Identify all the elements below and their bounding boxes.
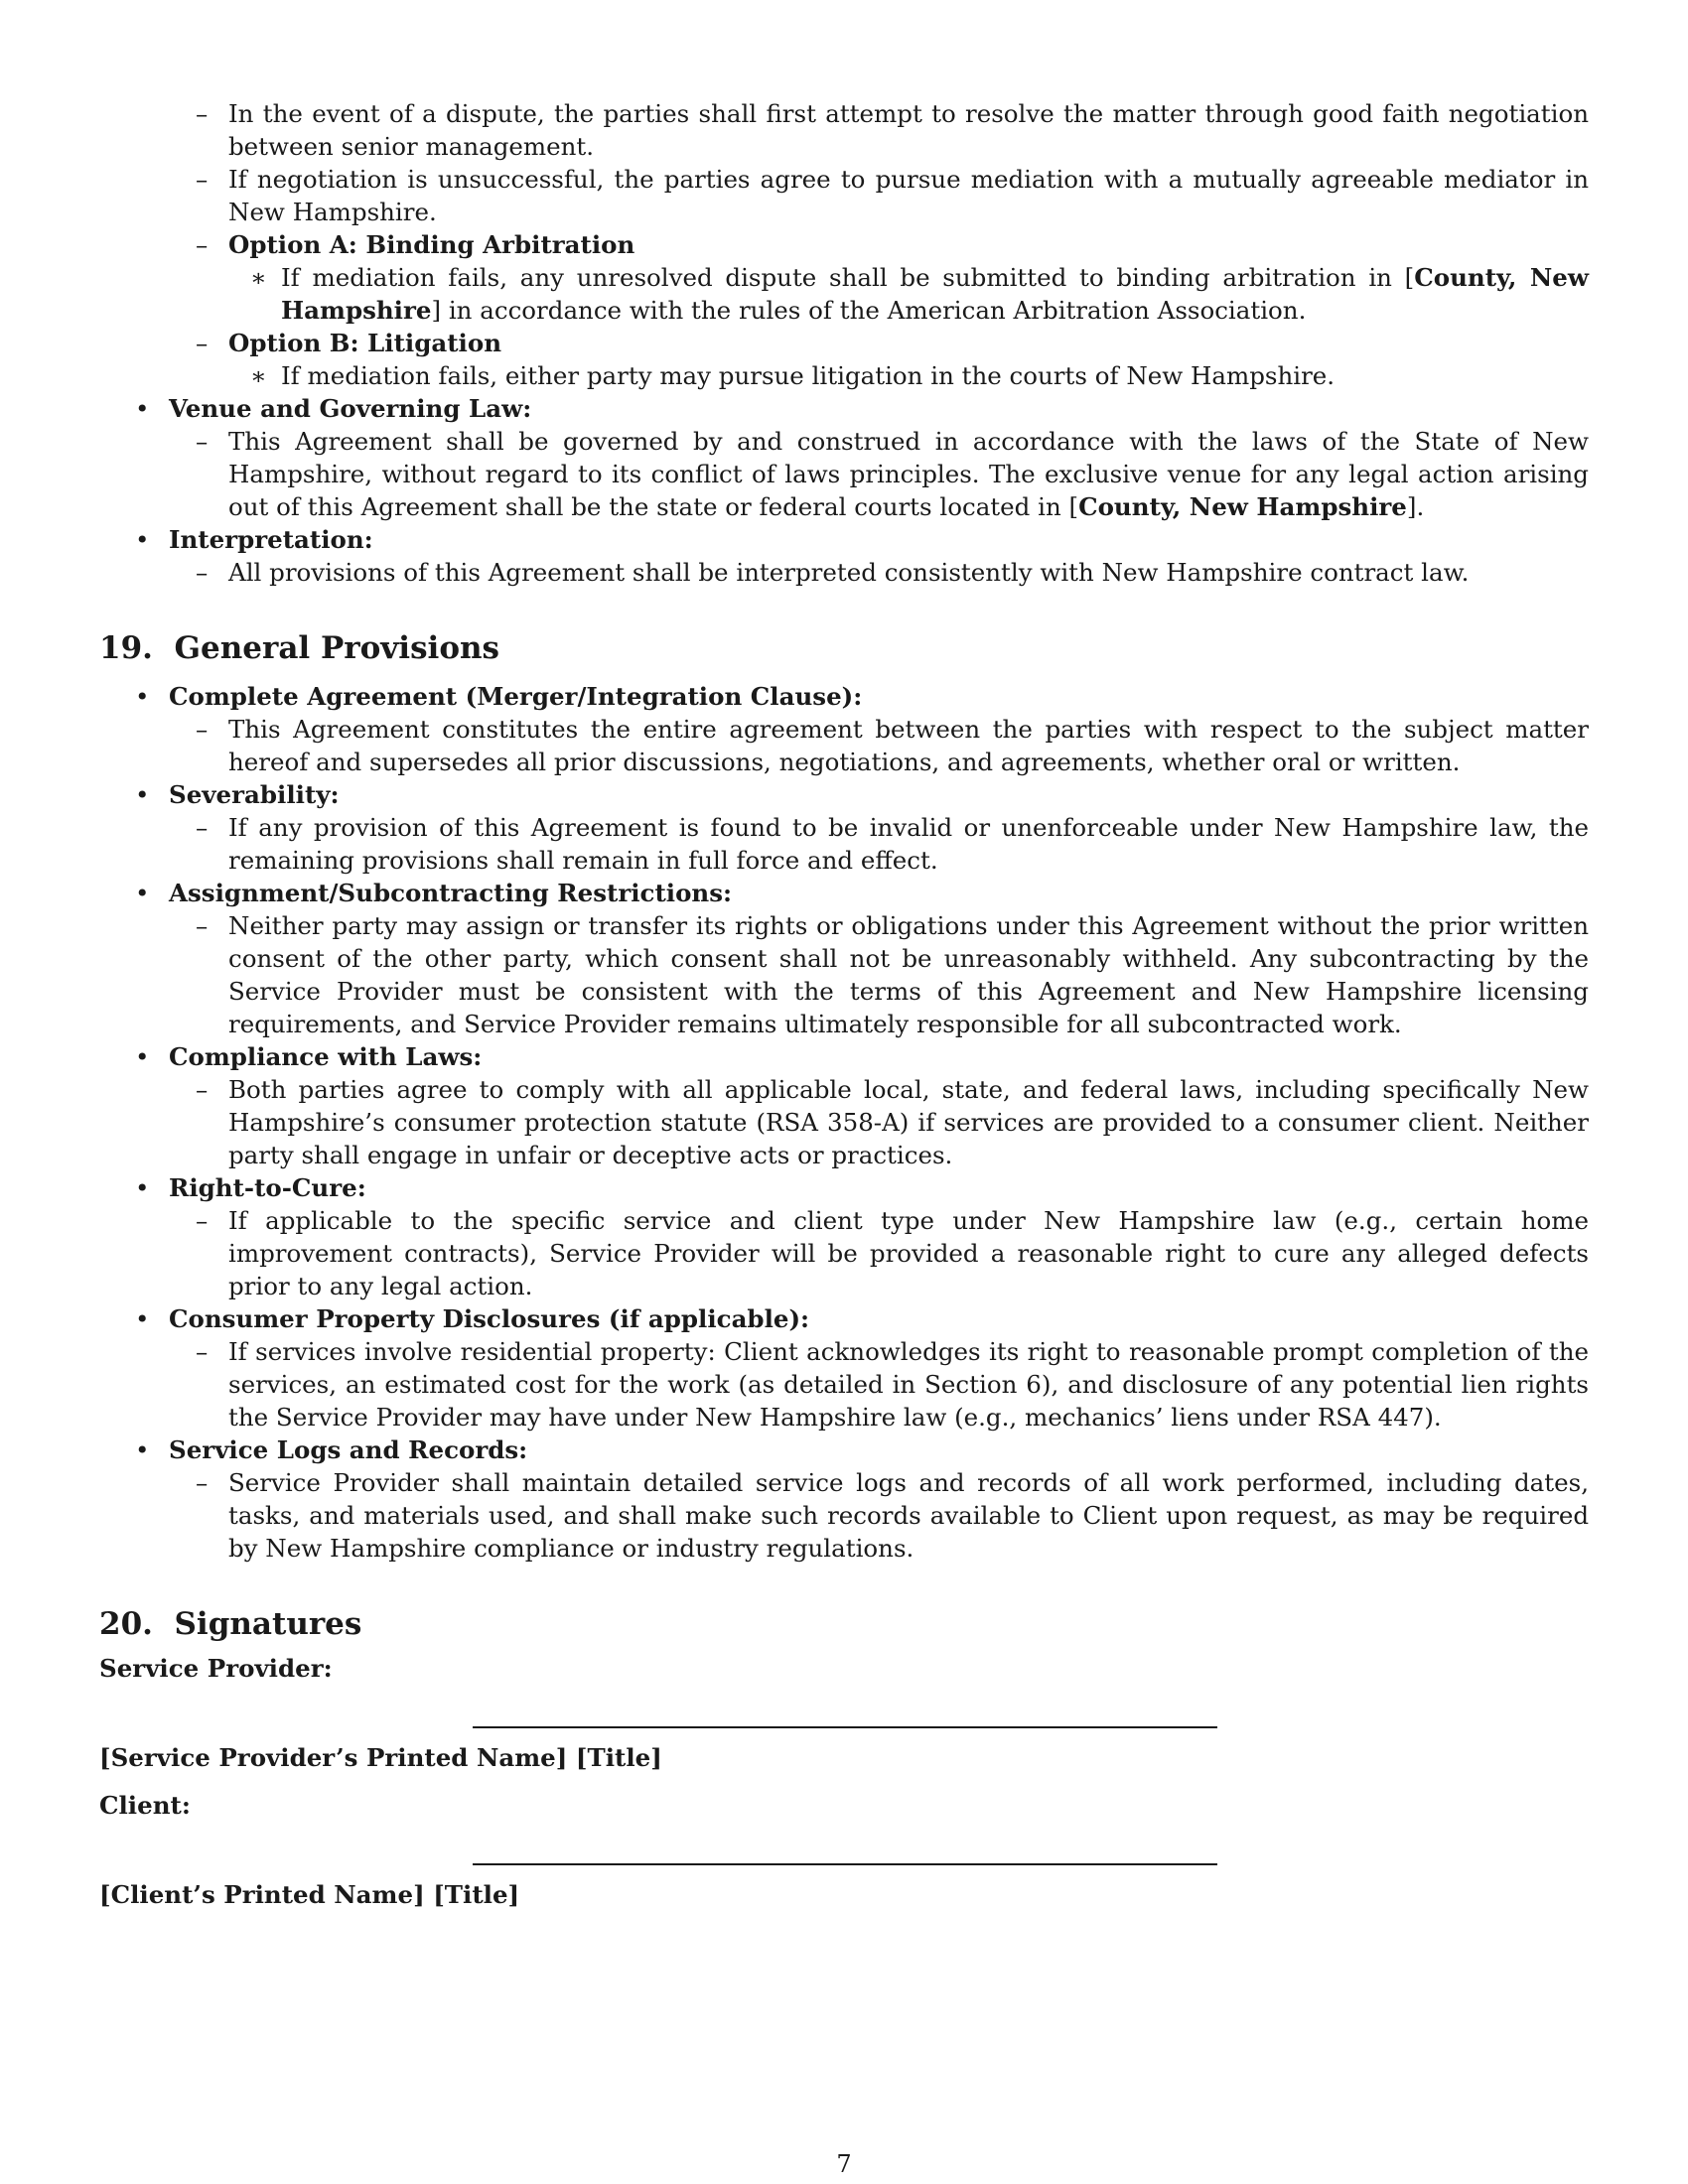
signature-label-provider: Service Provider: xyxy=(99,1654,333,1683)
placeholder-county: County, New Hampshire xyxy=(281,263,1589,325)
signature-line-client xyxy=(473,1863,1217,1865)
list-item xyxy=(99,811,1589,877)
list-item xyxy=(99,556,1589,589)
section-title: Signatures xyxy=(174,1606,362,1642)
section-heading xyxy=(99,1604,1589,1644)
item-title: Severability: xyxy=(169,780,340,809)
dash-marker: – xyxy=(196,1468,209,1497)
section-title: General Provisions xyxy=(174,630,499,666)
list-item xyxy=(99,228,1589,261)
list-item xyxy=(99,713,1589,778)
paragraph: If mediation fails, either party may pursue litigation in the courts of New Hampshire. xyxy=(281,361,1336,390)
page-number: 7 xyxy=(836,2150,852,2178)
section-number: 20. xyxy=(99,1606,153,1642)
bullet-marker: • xyxy=(135,780,150,809)
paragraph: If negotiation is unsuccessful, the parties agree to pursue mediation with a mutually agreeable mediator in New Hampshire. xyxy=(228,165,1589,226)
bullet-marker: • xyxy=(135,879,150,907)
bullet-marker: • xyxy=(135,1435,150,1464)
dash-marker: – xyxy=(196,813,209,842)
list-item xyxy=(99,163,1589,228)
placeholder-county: County, New Hampshire xyxy=(1078,492,1407,521)
item-title: Interpretation: xyxy=(169,525,373,554)
bullet-marker: • xyxy=(135,525,150,554)
list-item xyxy=(99,523,1589,556)
paragraph: In the event of a dispute, the parties shall first attempt to resolve the matter through good faith negotiation between senior management. xyxy=(228,99,1589,161)
item-title: Compliance with Laws: xyxy=(169,1042,483,1071)
bullet-marker: • xyxy=(135,1304,150,1333)
dash-marker: – xyxy=(196,1075,209,1104)
list-item xyxy=(99,1433,1589,1466)
dash-marker: – xyxy=(196,230,209,259)
text-run: This Agreement shall be governed by and construed in accordance with the laws of the State of New Hampshire, without regard to its conflict of laws principles. The exclusive venue for any legal action arising out of this Agreement shall be the state or federal courts located in [ xyxy=(228,427,1589,521)
option-a-title: Option A: Binding Arbitration xyxy=(228,230,635,259)
bullet-marker: • xyxy=(135,1173,150,1202)
dash-marker: – xyxy=(196,329,209,357)
asterisk-marker: ∗ xyxy=(250,263,267,292)
section-heading xyxy=(99,628,1589,668)
text-run: ]. xyxy=(1406,492,1425,521)
paragraph: If applicable to the specific service and client type under New Hampshire law (e.g., certain home improvement contracts), Service Provider will be provided a reasonable right to cure any alleged defects prior to any legal action. xyxy=(228,1206,1589,1300)
text-run: If mediation fails, any unresolved dispute shall be submitted to binding arbitration in [ xyxy=(281,263,1415,292)
list-item xyxy=(99,680,1589,713)
dash-marker: – xyxy=(196,715,209,744)
list-item xyxy=(99,1171,1589,1204)
option-b-title: Option B: Litigation xyxy=(228,329,502,357)
list-item xyxy=(99,909,1589,1040)
item-title: Consumer Property Disclosures (if applicable): xyxy=(169,1304,810,1333)
list-item xyxy=(99,359,1589,392)
list-item xyxy=(99,97,1589,163)
dash-marker: – xyxy=(196,911,209,940)
list-item xyxy=(99,1302,1589,1335)
paragraph: Neither party may assign or transfer its rights or obligations under this Agreement without the prior written consent of the other party, which consent shall not be unreasonably withheld. Any subcontracting by the Service Provider must be consistent with the terms of this Agreement and New Hampshire licensing requirements, and Service Provider remains ultimately responsible for all subcontracted work. xyxy=(228,911,1589,1038)
signature-label-client: Client: xyxy=(99,1791,191,1820)
bullet-marker: • xyxy=(135,682,150,711)
dash-marker: – xyxy=(196,427,209,456)
list-item xyxy=(99,778,1589,811)
signature-line-provider xyxy=(473,1726,1217,1728)
printed-name-client: [Client’s Printed Name] [Title] xyxy=(99,1880,520,1909)
bullet-marker: • xyxy=(135,1042,150,1071)
printed-name-provider: [Service Provider’s Printed Name] [Title] xyxy=(99,1743,662,1772)
text-run: ] in accordance with the rules of the American Arbitration Association. xyxy=(431,296,1307,325)
item-title: Service Logs and Records: xyxy=(169,1435,528,1464)
dash-marker: – xyxy=(196,165,209,194)
list-item xyxy=(99,425,1589,523)
list-item xyxy=(99,327,1589,359)
dash-marker: – xyxy=(196,1337,209,1366)
dash-marker: – xyxy=(196,1206,209,1235)
paragraph: If any provision of this Agreement is found to be invalid or unenforceable under New Hampshire law, the remaining provisions shall remain in full force and effect. xyxy=(228,813,1589,875)
bullet-marker: • xyxy=(135,394,150,423)
list-item xyxy=(99,1073,1589,1171)
item-title: Complete Agreement (Merger/Integration Clause): xyxy=(169,682,863,711)
list-item xyxy=(99,1204,1589,1302)
list-item xyxy=(99,1335,1589,1433)
paragraph xyxy=(281,263,1589,325)
list-item xyxy=(99,877,1589,909)
paragraph: If services involve residential property: Client acknowledges its right to reasonable prompt completion of the services, an estimated cost for the work (as detailed in Section 6), and disclosure of any potential lien rights the Service Provider may have under New Hampshire law (e.g., mechanics’ liens under RSA 447). xyxy=(228,1337,1589,1432)
item-title: Venue and Governing Law: xyxy=(169,394,532,423)
document-page xyxy=(99,97,1589,1911)
paragraph: Service Provider shall maintain detailed service logs and records of all work performed, including dates, tasks, and materials used, and shall make such records available to Client upon request, as may be required by New Hampshire compliance or industry regulations. xyxy=(228,1468,1589,1563)
list-item xyxy=(99,261,1589,327)
asterisk-marker: ∗ xyxy=(250,361,267,390)
paragraph: This Agreement constitutes the entire agreement between the parties with respect to the subject matter hereof and supersedes all prior discussions, negotiations, and agreements, whether oral or written. xyxy=(228,715,1589,776)
list-item xyxy=(99,1040,1589,1073)
item-title: Right-to-Cure: xyxy=(169,1173,366,1202)
dash-marker: – xyxy=(196,99,209,128)
list-item xyxy=(99,392,1589,425)
section-number: 19. xyxy=(99,630,153,666)
item-title: Assignment/Subcontracting Restrictions: xyxy=(169,879,733,907)
paragraph xyxy=(228,427,1589,521)
dash-marker: – xyxy=(196,558,209,587)
list-item xyxy=(99,1466,1589,1565)
paragraph: Both parties agree to comply with all applicable local, state, and federal laws, including specifically New Hampshire’s consumer protection statute (RSA 358-A) if services are provided to a consumer client. Neither party shall engage in unfair or deceptive acts or practices. xyxy=(228,1075,1589,1169)
paragraph: All provisions of this Agreement shall be interpreted consistently with New Hampshire contract law. xyxy=(228,558,1470,587)
